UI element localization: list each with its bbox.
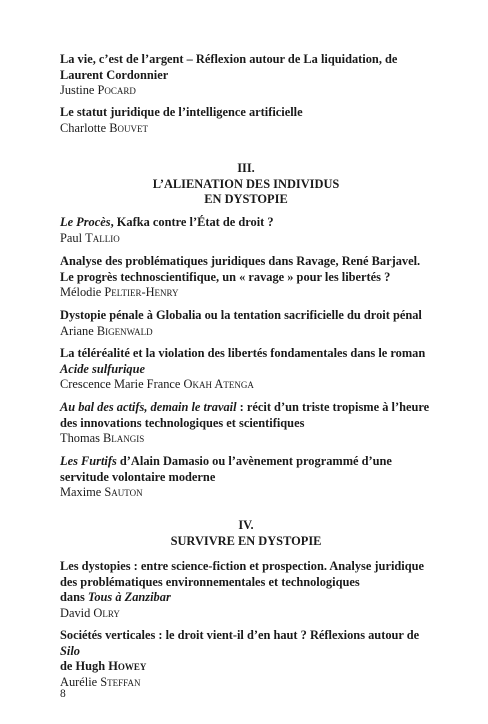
toc-entry [60, 52, 432, 99]
toc-entry [60, 454, 432, 501]
entry-title: Dystopie pénale à Globalia ou la tentation sacrificielle du droit pénal [60, 308, 422, 322]
section-heading [60, 518, 432, 549]
entry-title: Sociétés verticales : le droit vient-il d’en haut ? Réflexions autour de Silo de Hugh Howey [60, 628, 420, 673]
entry-author: David Olry [60, 605, 120, 620]
page-number: 8 [60, 688, 66, 700]
entry-title: Les dystopies : entre science-fiction et prospection. Analyse juridique des problématiques environnementales et technologiques dans Tous à Zanzibar [60, 559, 425, 604]
entry-title: La téléréalité et la violation des libertés fondamentales dans le roman Acide sulfurique [60, 346, 426, 376]
toc-entry [60, 254, 432, 301]
entry-author: Charlotte Bouvet [60, 120, 148, 135]
section-heading [60, 161, 432, 208]
entry-title: Le Procès, Kafka contre l’État de droit ? [60, 215, 274, 229]
entry-author: Crescence Marie France Okah Atenga [60, 377, 254, 391]
section-number: III. [237, 161, 255, 175]
entry-author: Paul Tallio [60, 230, 120, 245]
section-title: EN DYSTOPIE [204, 192, 288, 206]
toc-entry [60, 346, 432, 393]
entry-author: Mélodie Peltier-Henry [60, 285, 179, 299]
toc-entry [60, 105, 432, 136]
entry-title: Le statut juridique de l’intelligence artificielle [60, 105, 303, 119]
section-number: IV. [238, 518, 254, 532]
toc-entry [60, 215, 432, 246]
toc-entry [60, 628, 432, 690]
entry-title: Analyse des problématiques juridiques dans Ravage, René Barjavel. Le progrès technoscientifique, un « ravage » pour les libertés ? [60, 254, 421, 284]
toc-entry [60, 400, 432, 447]
entry-title: La vie, c’est de l’argent – Réflexion autour de La liquidation, de Laurent Cordonnier [60, 52, 398, 82]
section-title: SURVIVRE EN DYSTOPIE [170, 533, 322, 548]
entry-title: Les Furtifs d’Alain Damasio ou l’avènement programmé d’une servitude volontaire moderne [60, 454, 392, 484]
entry-title: Au bal des actifs, demain le travail : récit d’un triste tropisme à l’heure des innovations technologiques et scientifiques [60, 400, 430, 430]
section-title: L’ALIENATION DES INDIVIDUS [152, 176, 340, 191]
entry-author: Maxime Sauton [60, 485, 143, 499]
entry-author: Thomas Blangis [60, 431, 145, 445]
entry-author: Ariane Bigenwald [60, 323, 153, 338]
entry-author: Aurélie Steffan [60, 674, 141, 689]
entry-author: Justine Pocard [60, 83, 136, 97]
toc-entry [60, 559, 432, 621]
toc-entry [60, 308, 432, 339]
